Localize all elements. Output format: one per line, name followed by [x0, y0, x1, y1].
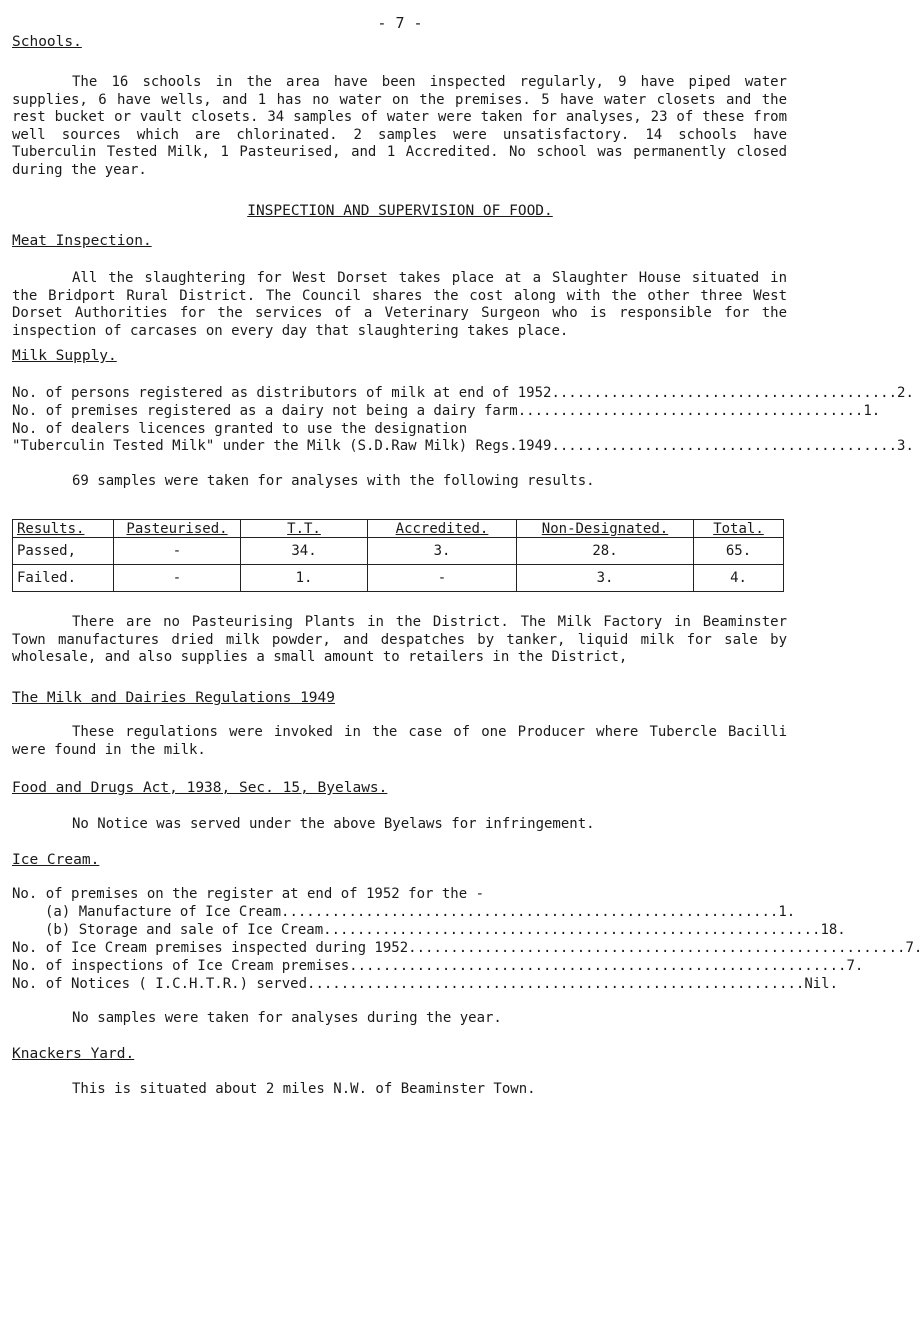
ice-cream-item-value: 7.	[846, 958, 864, 974]
table-cell: 3.	[517, 565, 694, 592]
ice-cream-item-inspected	[12, 940, 922, 958]
knackers-yard-paragraph: This is situated about 2 miles N.W. of Beaminster Town.	[72, 1081, 536, 1097]
ice-cream-item-storage	[45, 922, 846, 940]
ice-cream-item-value: 7.	[905, 940, 922, 956]
ice-cream-item-label: (a) Manufacture of Ice Cream...........................................................	[45, 904, 779, 920]
milk-item-distributors	[12, 385, 914, 403]
milk-results-table	[12, 519, 784, 592]
pasteurising-paragraph	[12, 614, 787, 667]
table-cell: 3.	[368, 538, 517, 565]
table-cell: Passed,	[13, 538, 114, 565]
ice-cream-item-value: 18.	[820, 922, 846, 938]
food-inspection-heading: INSPECTION AND SUPERVISION OF FOOD.	[247, 203, 553, 219]
food-drugs-heading: Food and Drugs Act, 1938, Sec. 15, Byelaws.	[12, 780, 388, 796]
table-cell: -	[368, 565, 517, 592]
food-drugs-paragraph: No Notice was served under the above Byelaws for infringement.	[72, 816, 595, 832]
ice-cream-item-label: No. of Ice Cream premises inspected during 1952...........................................................	[12, 940, 906, 956]
ice-cream-item-notices	[12, 976, 839, 994]
milk-item-licences-line1: No. of dealers licences granted to use the designation	[12, 421, 468, 437]
meat-inspection-heading: Meat Inspection.	[12, 233, 152, 249]
table-cell: 34.	[241, 538, 368, 565]
table-cell: 1.	[241, 565, 368, 592]
table-cell: 28.	[517, 538, 694, 565]
table-row	[13, 565, 784, 592]
ice-cream-samples-text: No samples were taken for analyses during the year.	[72, 1010, 502, 1026]
ice-cream-intro: No. of premises on the register at end of 1952 for the -	[12, 886, 485, 902]
table-header-cell: Pasteurised.	[114, 520, 241, 538]
table-cell: 65.	[694, 538, 784, 565]
milk-samples-text: 69 samples were taken for analyses with the following results.	[72, 473, 595, 489]
knackers-yard-heading: Knackers Yard.	[12, 1046, 135, 1062]
dairies-paragraph	[12, 724, 787, 759]
table-cell: -	[114, 565, 241, 592]
milk-item-value: 1.	[863, 403, 881, 419]
ice-cream-item-label: (b) Storage and sale of Ice Cream...........................................................	[45, 922, 821, 938]
ice-cream-item-label: No. of Notices ( I.C.H.T.R.) served...........................................................	[12, 976, 805, 992]
table-header-cell: T.T.	[241, 520, 368, 538]
ice-cream-item-manufacture	[45, 904, 796, 922]
page-number: - 7 -	[377, 14, 423, 32]
meat-paragraph-text: All the slaughtering for West Dorset takes place at a Slaughter House situated in the Bridport Rural District. The Council shares the cost along with the other three West Dorset Authorities for the services of a Veterinary Surgeon who is responsible for the inspection of carcases on every day that slaughtering takes place.	[12, 270, 787, 339]
schools-heading: Schools.	[12, 34, 82, 50]
table-header-cell: Accredited.	[368, 520, 517, 538]
milk-supply-heading: Milk Supply.	[12, 348, 117, 364]
meat-paragraph	[12, 270, 787, 340]
milk-item-value: 2.	[897, 385, 914, 401]
dairies-regulations-heading: The Milk and Dairies Regulations 1949	[12, 690, 336, 706]
schools-paragraph	[12, 74, 787, 179]
table-header-cell: Non-Designated.	[517, 520, 694, 538]
table-header-row	[13, 520, 784, 538]
milk-item-label: No. of persons registered as distributors of milk at end of 1952.........................................	[12, 385, 898, 401]
table-cell: -	[114, 538, 241, 565]
ice-cream-item-label: No. of inspections of Ice Cream premises...........................................................	[12, 958, 847, 974]
pasteurising-paragraph-text: There are no Pasteurising Plants in the District. The Milk Factory in Beaminster Town manufactures dried milk powder, and despatches by tanker, liquid milk for sale by wholesale, and also supplies a small amount to retailers in the District,	[12, 614, 787, 665]
milk-item-label: No. of premises registered as a dairy not being a dairy farm.........................................	[12, 403, 864, 419]
schools-paragraph-text: The 16 schools in the area have been inspected regularly, 9 have piped water supplies, 6 have wells, and 1 has no water on the premises. 5 have water closets and the rest bucket or vault closets. 34 samples of water were taken for analyses, 23 of these from well sources which are chlorinated. 2 samples were unsatisfactory. 14 schools have Tuberculin Tested Milk, 1 Pasteurised, and 1 Accredited. No school was permanently closed during the year.	[12, 74, 787, 178]
table-cell: 4.	[694, 565, 784, 592]
ice-cream-item-value: Nil.	[804, 976, 839, 992]
milk-item-label: "Tuberculin Tested Milk" under the Milk (S.D.Raw Milk) Regs.1949.........................................	[12, 438, 898, 454]
table-header-cell: Results.	[13, 520, 114, 538]
ice-cream-item-value: 1.	[778, 904, 796, 920]
table-header-cell: Total.	[694, 520, 784, 538]
table-row	[13, 538, 784, 565]
ice-cream-item-inspections	[12, 958, 864, 976]
milk-item-value: 3.	[897, 438, 914, 454]
dairies-paragraph-text: These regulations were invoked in the case of one Producer where Tubercle Bacilli were found in the milk.	[12, 724, 787, 758]
table-cell: Failed.	[13, 565, 114, 592]
milk-item-premises	[12, 403, 881, 421]
milk-item-licences	[12, 438, 914, 456]
ice-cream-heading: Ice Cream.	[12, 852, 100, 868]
